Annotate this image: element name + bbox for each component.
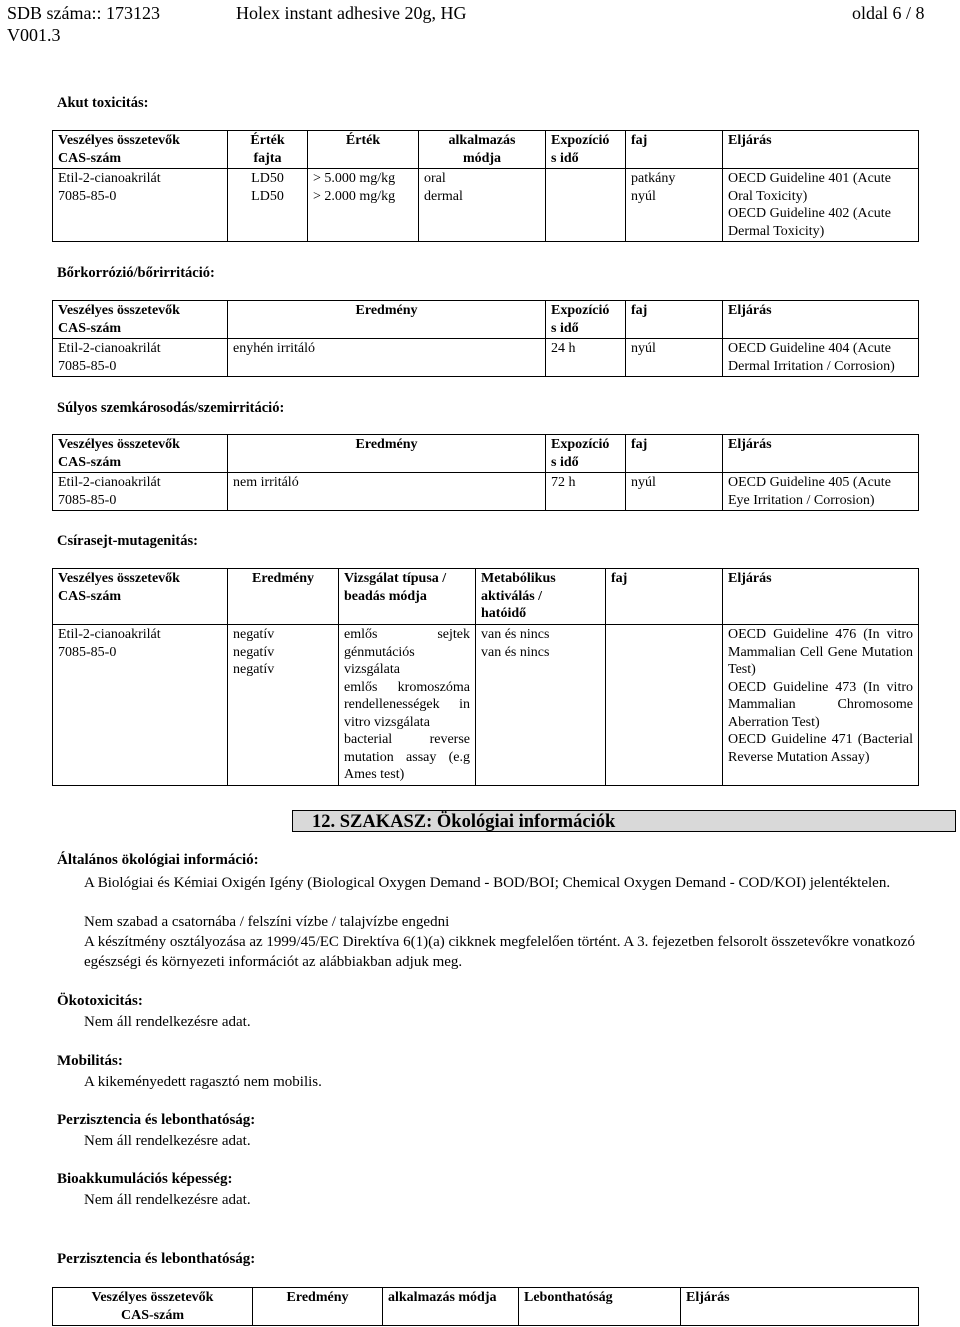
product-name: Holex instant adhesive 20g, HG: [236, 3, 467, 23]
substance-cell: Etil-2-cianoakrilát 7085-85-0: [53, 473, 228, 511]
col-method-header: Eljárás: [723, 435, 919, 473]
value-cell: > 5.000 mg/kg > 2.000 mg/kg: [308, 169, 419, 242]
col-species-header: faj: [626, 131, 723, 169]
value-type-cell: LD50 LD50: [228, 169, 308, 242]
species-cell: patkány nyúl: [626, 169, 723, 242]
persistence-table-heading: Perzisztencia és lebonthatóság:: [57, 1251, 256, 1267]
species-cell: nyúl: [626, 473, 723, 511]
table-row: [53, 473, 919, 511]
col-method-header: Eljárás: [723, 301, 919, 339]
table-header-row: [53, 131, 919, 169]
col-activation-header: Metabólikus aktiválás / hatóidő: [476, 569, 606, 625]
method-cell: OECD Guideline 401 (Acute Oral Toxicity) OECD Guideline 402 (Acute Dermal Toxicity): [723, 169, 919, 242]
col-substance-header: Veszélyes összetevők CAS-szám: [53, 1288, 253, 1326]
persistence-heading: Perzisztencia és lebonthatóság:: [57, 1112, 256, 1128]
col-result-header: Eredmény: [228, 569, 339, 625]
document-version: V001.3: [7, 25, 61, 45]
section-12-title: 12. SZAKASZ: Ökológiai információk: [312, 812, 616, 832]
col-species-header: faj: [626, 301, 723, 339]
table-row: [53, 339, 919, 377]
col-substance-header: Veszélyes összetevők CAS-szám: [53, 569, 228, 625]
page-number: oldal 6 / 8: [852, 3, 925, 23]
skin-irritation-heading: Bőrkorrózió/bőrirritáció:: [57, 265, 215, 281]
method-cell: OECD Guideline 405 (Acute Eye Irritation / Corrosion): [723, 473, 919, 511]
col-substance-header: Veszélyes összetevők CAS-szám: [53, 131, 228, 169]
bioaccumulation-heading: Bioakkumulációs képesség:: [57, 1171, 233, 1187]
document-number: SDB száma:: 173123: [7, 3, 160, 23]
table-header-row: [53, 1288, 919, 1326]
persistence-text: Nem áll rendelkezésre adat.: [84, 1133, 251, 1149]
route-cell: oral dermal: [419, 169, 546, 242]
col-species-header: faj: [626, 435, 723, 473]
substance-cell: Etil-2-cianoakrilát 7085-85-0: [53, 339, 228, 377]
result-cell: enyhén irritáló: [228, 339, 546, 377]
col-value-type-header: Érték fajta: [228, 131, 308, 169]
exposure-cell: 24 h: [546, 339, 626, 377]
col-method-header: Eljárás: [723, 569, 919, 625]
col-result-header: Eredmény: [228, 435, 546, 473]
table-header-row: [53, 435, 919, 473]
persistence-table: [52, 1287, 919, 1326]
col-substance-header: Veszélyes összetevők CAS-szám: [53, 435, 228, 473]
table-header-row: [53, 569, 919, 625]
col-exposure-header: Expozíció s idő: [546, 301, 626, 339]
col-test-type-header: Vizsgálat típusa / beadás módja: [339, 569, 476, 625]
mutagenicity-table: [52, 568, 919, 786]
col-result-header: Eredmény: [228, 301, 546, 339]
col-result-header: Eredmény: [253, 1288, 383, 1326]
col-method-header: Eljárás: [681, 1288, 919, 1326]
col-degradability-header: Lebonthatóság: [519, 1288, 681, 1326]
skin-irritation-table: [52, 300, 919, 377]
col-exposure-header: Expozíció s idő: [546, 435, 626, 473]
col-method-header: Eljárás: [723, 131, 919, 169]
species-cell: [606, 625, 723, 786]
general-eco-line-2: Nem szabad a csatornába / felszíni vízbe / talajvízbe engedni: [84, 914, 450, 930]
bioaccumulation-text: Nem áll rendelkezésre adat.: [84, 1192, 251, 1208]
col-exposure-header: Expozíció s idő: [546, 131, 626, 169]
col-route-header: alkalmazás módja: [383, 1288, 519, 1326]
activation-cell: van és nincs van és nincs: [476, 625, 606, 786]
table-row: [53, 625, 919, 786]
acute-toxicity-heading: Akut toxicitás:: [57, 95, 149, 111]
substance-cell: Etil-2-cianoakrilát 7085-85-0: [53, 169, 228, 242]
mobility-heading: Mobilitás:: [57, 1053, 123, 1069]
general-eco-line-3: A készítmény osztályozása az 1999/45/EC Direktíva 6(1)(a) cikknek megfelelően történt. A 3. fejezetben felsorolt összetevőkre vonatkozó egészségi és környezeti információt az alábbiakban adjuk meg.: [84, 934, 915, 970]
mutagenicity-heading: Csírasejt-mutagenitás:: [57, 533, 198, 549]
result-cell: negatív negatív negatív: [228, 625, 339, 786]
substance-cell: Etil-2-cianoakrilát 7085-85-0: [53, 625, 228, 786]
section-12-banner: [292, 810, 956, 832]
col-value-header: Érték: [308, 131, 419, 169]
method-cell: OECD Guideline 476 (In vitro Mammalian Cell Gene Mutation Test) OECD Guideline 473 (In vitro Mammalian Chromosome Aberration Test) OECD Guideline 471 (Bacterial Reverse Mutation Assay): [723, 625, 919, 786]
method-cell: OECD Guideline 404 (Acute Dermal Irritation / Corrosion): [723, 339, 919, 377]
table-row: [53, 169, 919, 242]
col-route-header: alkalmazás módja: [419, 131, 546, 169]
acute-toxicity-table: [52, 130, 919, 242]
general-eco-line-1: A Biológiai és Kémiai Oxigén Igény (Biological Oxygen Demand - BOD/BOI; Chemical Oxygen Demand - COD/KOI) jelentéktelen.: [84, 875, 891, 891]
ecotoxicity-heading: Ökotoxicitás:: [57, 993, 143, 1009]
exposure-cell: [546, 169, 626, 242]
result-cell: nem irritáló: [228, 473, 546, 511]
mobility-text: A kikeményedett ragasztó nem mobilis.: [84, 1074, 322, 1090]
eye-irritation-table: [52, 434, 919, 511]
eye-irritation-heading: Súlyos szemkárosodás/szemirritáció:: [57, 400, 285, 416]
exposure-cell: 72 h: [546, 473, 626, 511]
col-substance-header: Veszélyes összetevők CAS-szám: [53, 301, 228, 339]
col-species-header: faj: [606, 569, 723, 625]
species-cell: nyúl: [626, 339, 723, 377]
test-type-cell: emlős sejtek génmutációs vizsgálata emlős kromoszóma rendellenességek in vitro vizsgálata bacterial reverse mutation assay (e.g Ames test): [339, 625, 476, 786]
ecotoxicity-text: Nem áll rendelkezésre adat.: [84, 1014, 251, 1030]
table-header-row: [53, 301, 919, 339]
general-eco-heading: Általános ökológiai információ:: [57, 852, 259, 868]
